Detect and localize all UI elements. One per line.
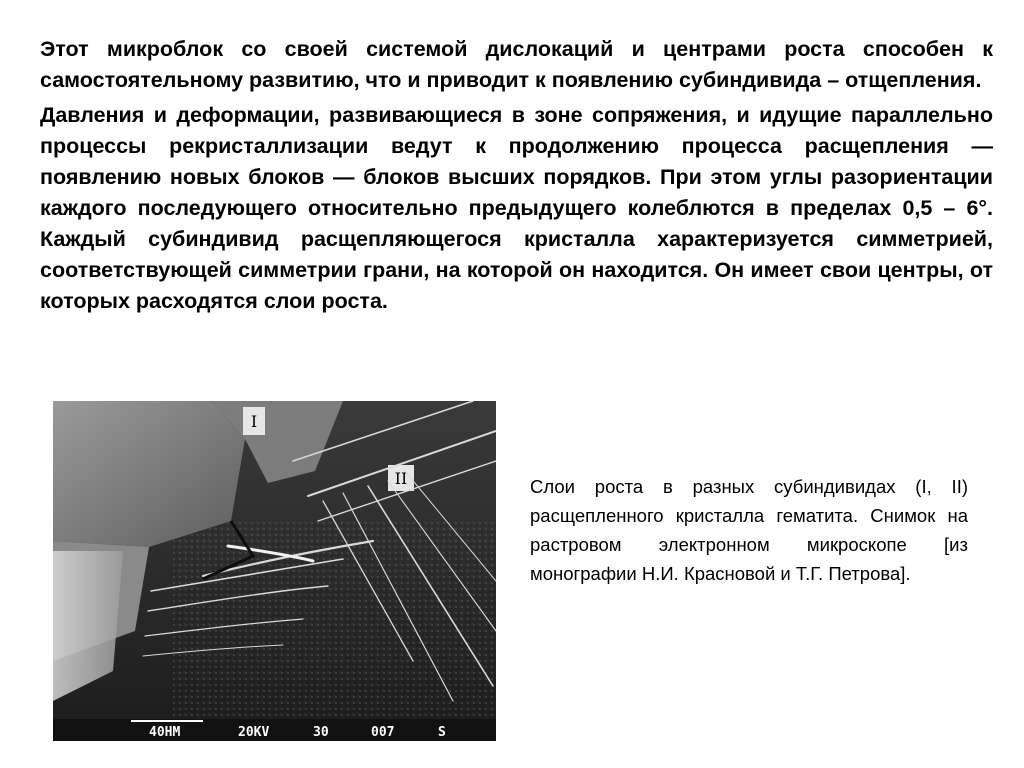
main-text (40, 34, 993, 317)
mode-label: S (438, 725, 446, 740)
scale-bar-strip (53, 719, 496, 741)
magnification-label: 30 (313, 725, 329, 740)
sem-micrograph (53, 401, 496, 741)
crystal-face-upper (53, 401, 245, 547)
label-block-two: II (394, 469, 408, 488)
scale-label: 40НМ (149, 725, 181, 740)
micrograph-image (53, 401, 496, 741)
paragraph-microblock: Этот микроблок со своей системой дислокаций и центрами роста способен к самостоятельному развитию, что и приводит к появлению субиндивида – отщепления. (40, 37, 993, 92)
paragraph-pressure-deformation: Давления и деформации, развивающиеся в зоне сопряжения, и идущие параллельно процессы рекристаллизации ведут к продолжению процесса расщепления — появлению новых блоков — блоков высших порядков. При этом углы разориентации каждого последующего относительно предыдущего колеблются в пределах 0,5 – 6°. Каждый субиндивид расщепляющегося кристалла характеризуется симметрией, соответствующей симметрии грани, на которой он находится. Он имеет свои центры, от которых расходятся слои роста. (40, 103, 993, 313)
frame-number-label: 007 (371, 725, 395, 740)
label-block-one: I (250, 412, 258, 431)
voltage-label: 20KV (238, 725, 270, 740)
figure-caption: Слои роста в разных субиндивидах (I, II) расщепленного кристалла гематита. Снимок на растровом электронном микроскопе [из монографии Н.И. Красновой и Т.Г. Петрова]. (530, 476, 968, 584)
